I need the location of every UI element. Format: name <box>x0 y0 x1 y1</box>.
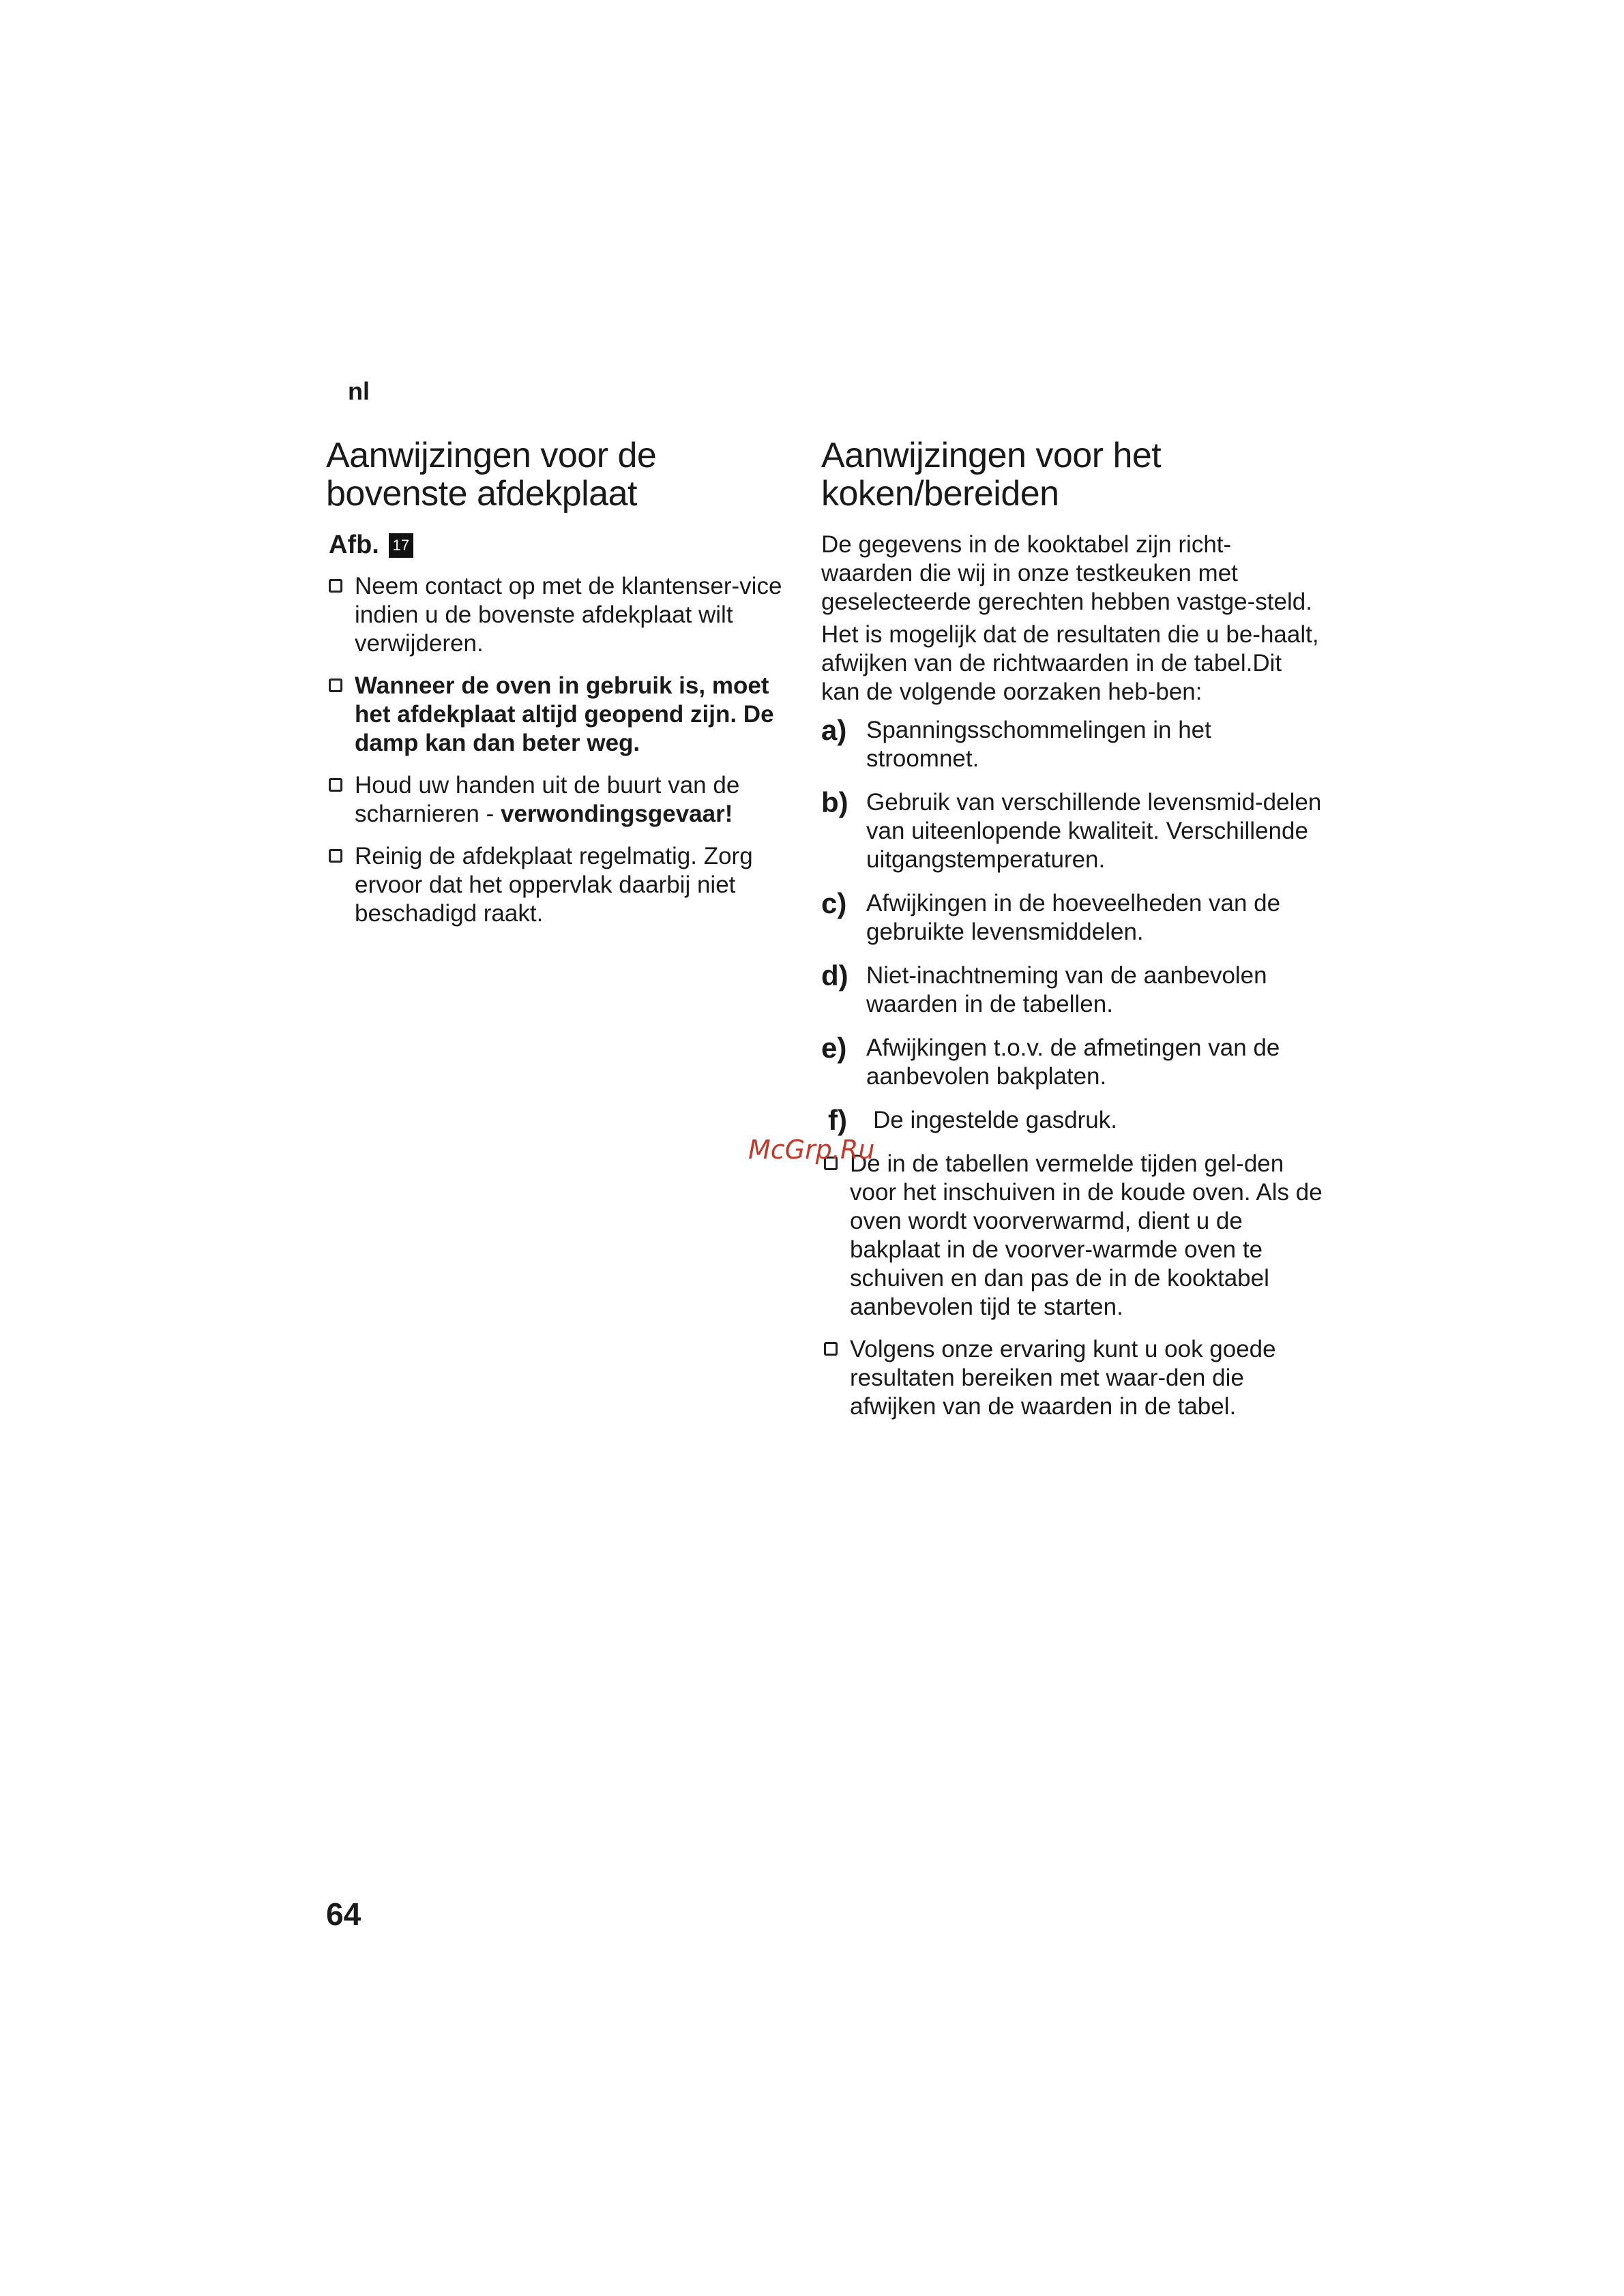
left-bullet-2 <box>326 672 797 758</box>
figure-reference <box>329 531 797 560</box>
cause-item-d <box>821 961 1323 1019</box>
bullet-text: Reinig de afdekplaat regelmatig. Zorg ervoor dat het oppervlak daarbij niet beschadigd raakt. <box>355 843 753 927</box>
item-text: De ingestelde gasdruk. <box>873 1107 1117 1133</box>
item-label: e) <box>821 1032 847 1064</box>
language-code: nl <box>348 377 370 405</box>
cause-item-b <box>821 788 1323 874</box>
bullet-text: De in de tabellen vermelde tijden gel-den voor het inschuiven in de koude oven. Als de oven wordt voorverwarmd, dient u de bakplaat in de voorver-warmde oven te schuiven en dan pas de in de kooktabel aanbevolen tijd te starten. <box>850 1150 1323 1320</box>
bullet-text: Volgens onze ervaring kunt u ook goede resultaten bereiken met waar-den die afwijken van de waarden in de tabel. <box>850 1336 1276 1420</box>
cause-item-c <box>821 889 1323 946</box>
left-bullet-1 <box>326 572 797 658</box>
figure-label: Afb. <box>329 531 379 559</box>
item-label: a) <box>821 714 847 746</box>
item-label: d) <box>821 959 848 992</box>
cause-item-f <box>821 1106 1323 1135</box>
left-column <box>326 436 797 942</box>
item-label: f) <box>828 1104 847 1136</box>
item-text: Niet-inachtneming van de aanbevolen waarden in de tabellen. <box>866 962 1267 1017</box>
right-bullet-1 <box>821 1150 1323 1322</box>
watermark: McGrp.Ru <box>748 1135 875 1165</box>
causes-paragraph: Het is mogelijk dat de resultaten die u be-haalt, afwijken van de richtwaarden in de tabel.Dit kan de volgende oorzaken heb-ben: <box>821 621 1319 705</box>
item-text: Afwijkingen t.o.v. de afmetingen van de aanbevolen bakplaten. <box>866 1034 1280 1090</box>
cause-item-a <box>821 716 1323 773</box>
figure-number-badge: 17 <box>389 533 413 558</box>
item-label: c) <box>821 887 847 919</box>
bullet-text-warning: verwondingsgevaar! <box>500 801 733 827</box>
left-section-title: Aanwijzingen voor de bovenste afdekplaat <box>326 436 657 513</box>
right-bullet-2 <box>821 1335 1323 1421</box>
right-column <box>821 436 1323 1435</box>
page-number: 64 <box>326 1896 361 1932</box>
checkbox-bullet-icon <box>329 778 342 792</box>
intro-paragraph: De gegevens in de kooktabel zijn richt-waarden die wij in onze testkeuken met geselecteerde gerechten hebben vastge-steld. <box>821 531 1312 615</box>
left-bullet-3 <box>326 771 797 829</box>
checkbox-bullet-icon <box>824 1342 838 1356</box>
checkbox-bullet-icon <box>329 579 342 593</box>
item-label: b) <box>821 786 848 818</box>
bullet-text: Neem contact op met de klantenser-vice indien u de bovenste afdekplaat wilt verwijderen. <box>355 573 782 657</box>
right-section-title: Aanwijzingen voor het koken/bereiden <box>821 436 1162 513</box>
bullet-text <box>355 771 797 829</box>
left-bullet-4 <box>326 842 797 928</box>
item-text: Afwijkingen in de hoeveelheden van de gebruikte levensmiddelen. <box>866 890 1281 945</box>
checkbox-bullet-icon <box>329 849 342 863</box>
bullet-text: Wanneer de oven in gebruik is, moet het afdekplaat altijd geopend zijn. De damp kan dan beter weg. <box>355 672 774 756</box>
cause-item-e <box>821 1034 1323 1091</box>
checkbox-bullet-icon <box>329 679 342 692</box>
item-text: Spanningsschommelingen in het stroomnet. <box>866 717 1211 772</box>
item-text: Gebruik van verschillende levensmid-delen van uiteenlopende kwaliteit. Verschillende uitgangstemperaturen. <box>866 789 1322 873</box>
bullet-text-plain: Houd uw handen uit de buurt van de scharnieren - <box>355 772 740 827</box>
